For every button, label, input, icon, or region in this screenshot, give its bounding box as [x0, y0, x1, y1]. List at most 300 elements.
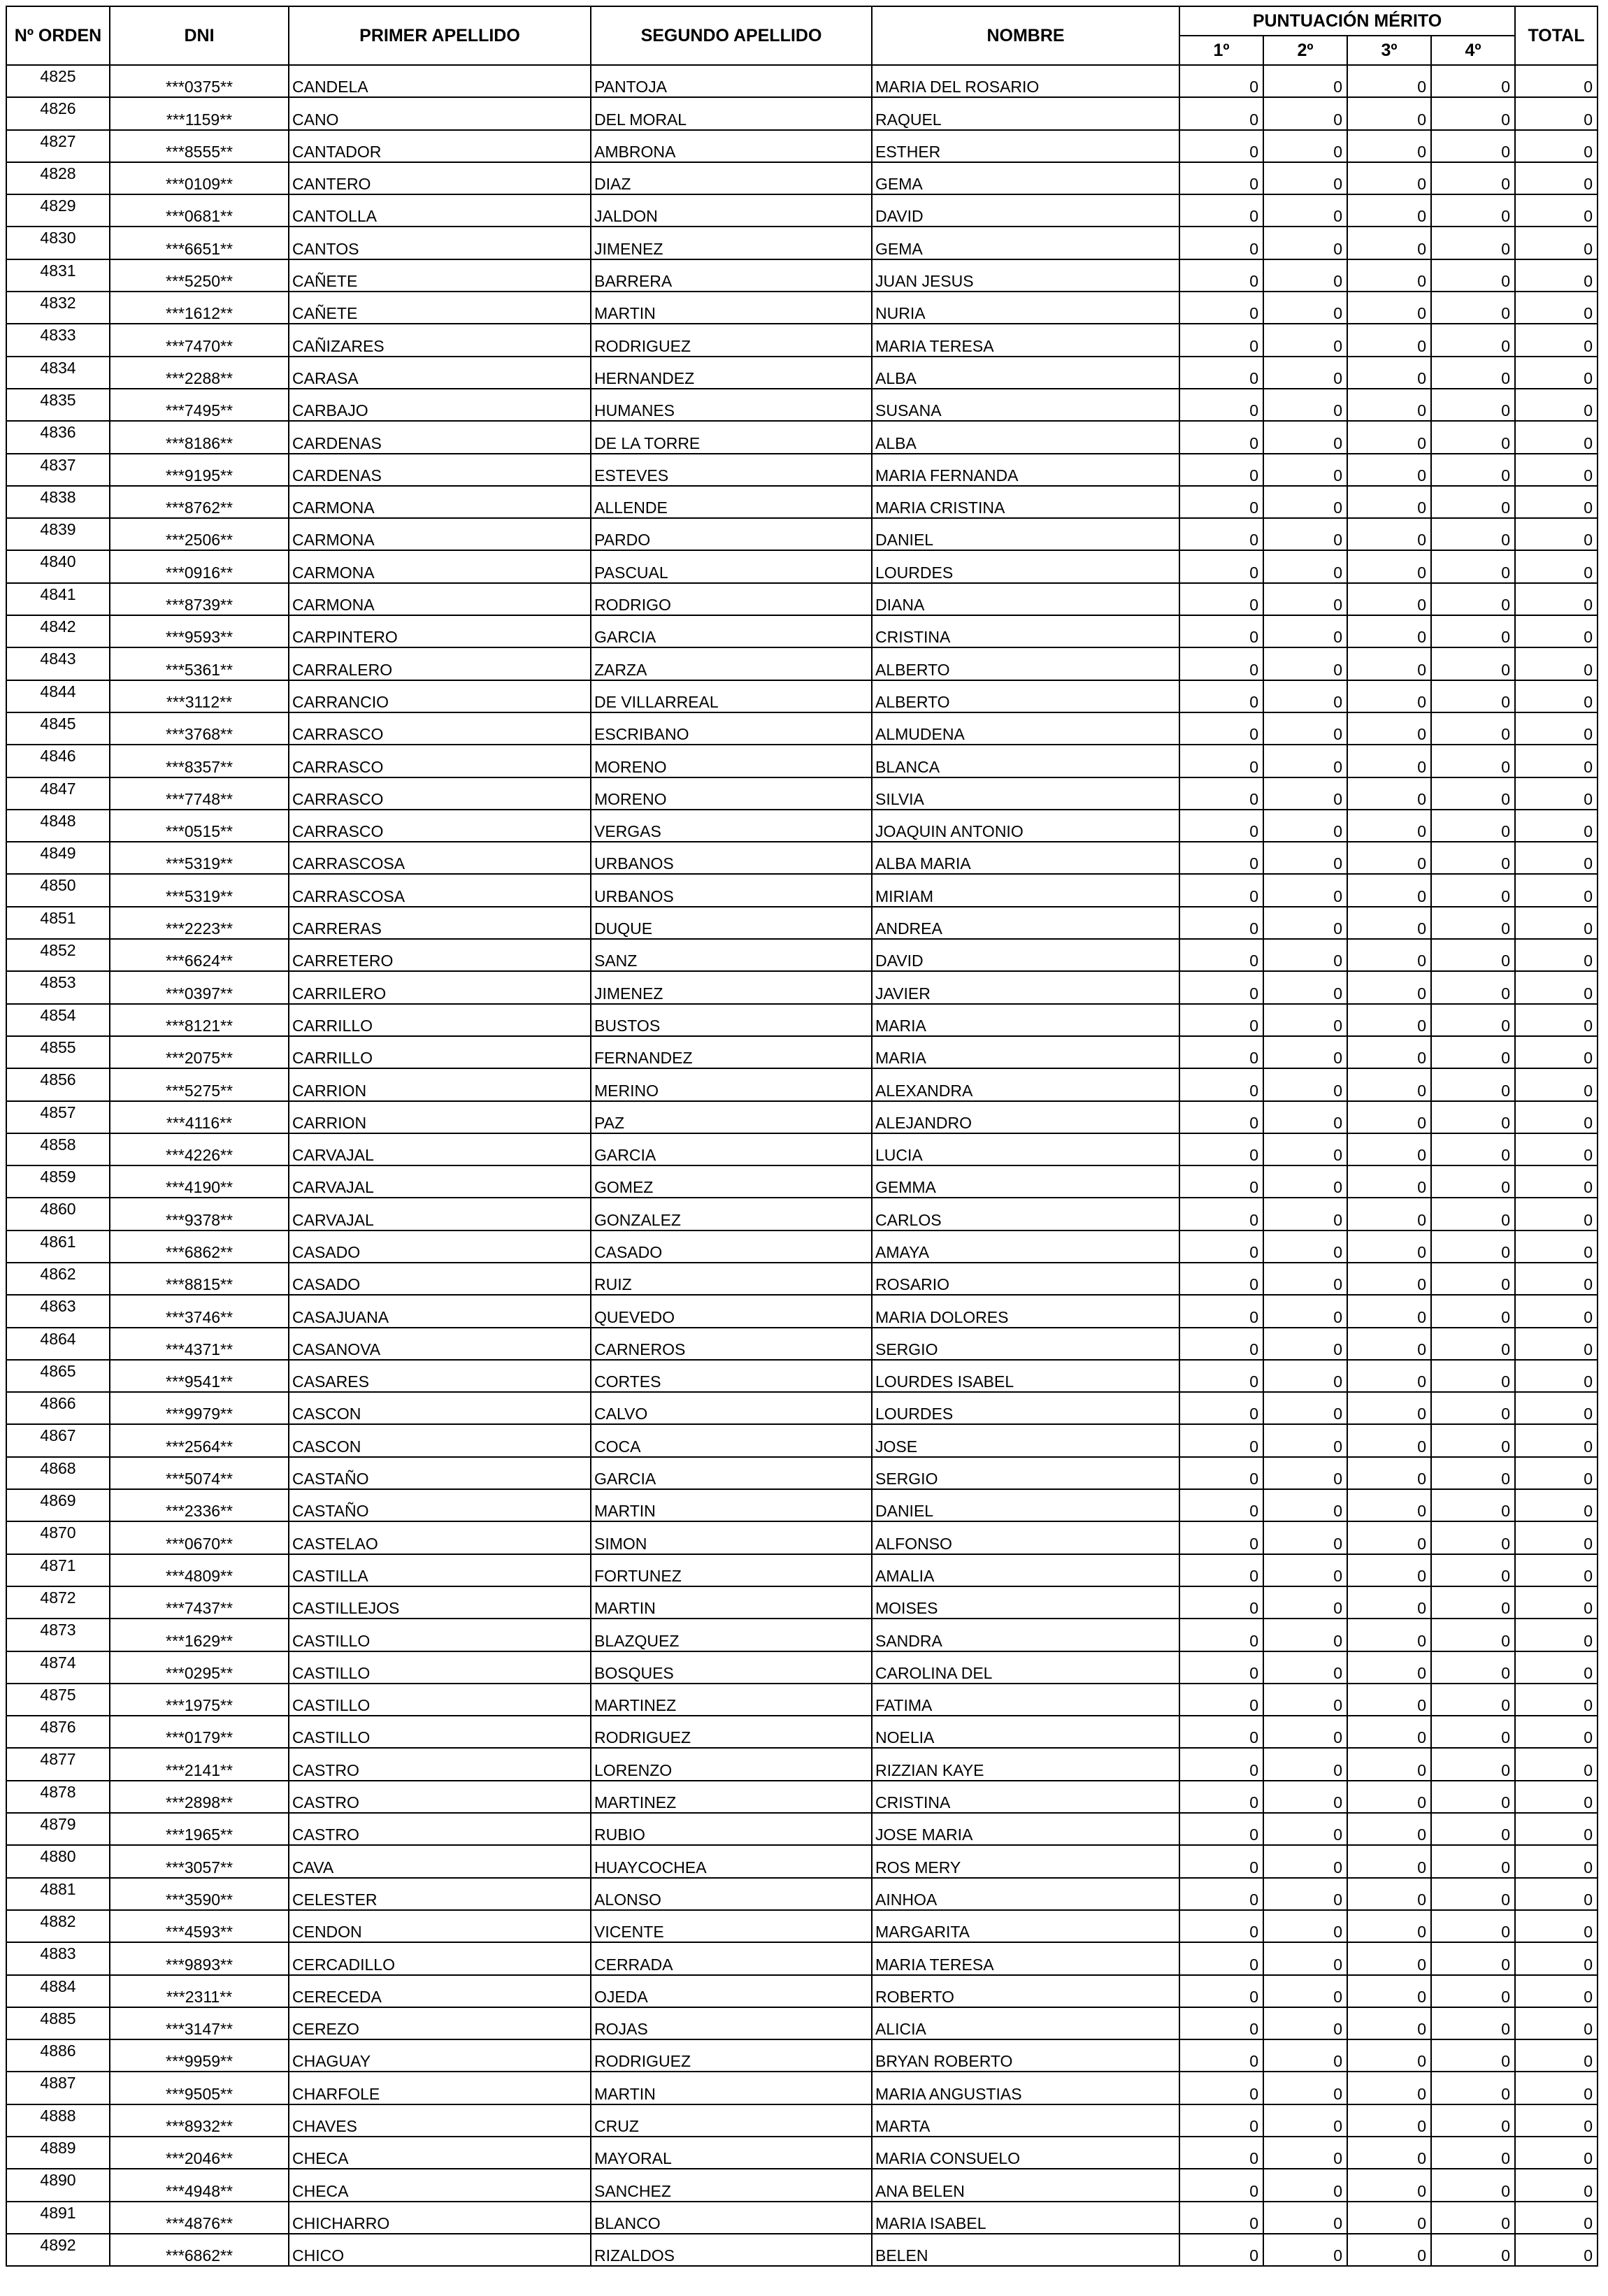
cell-p4: 0 — [1431, 745, 1515, 777]
cell-p4: 0 — [1431, 907, 1515, 939]
cell-orden: 4846 — [6, 745, 110, 777]
cell-total: 0 — [1515, 550, 1598, 582]
cell-orden: 4867 — [6, 1424, 110, 1456]
cell-p3: 0 — [1347, 2007, 1431, 2039]
cell-orden: 4858 — [6, 1133, 110, 1165]
table-row — [6, 1101, 1598, 1133]
cell-dni: ***2075** — [110, 1036, 289, 1068]
cell-primer-apellido: CHAGUAY — [289, 2039, 591, 2072]
cell-primer-apellido: CHECA — [289, 2169, 591, 2201]
cell-orden: 4889 — [6, 2137, 110, 2169]
cell-dni: ***5361** — [110, 647, 289, 680]
cell-total: 0 — [1515, 97, 1598, 129]
cell-primer-apellido: CARRASCOSA — [289, 842, 591, 874]
cell-p4: 0 — [1431, 1619, 1515, 1651]
cell-orden: 4854 — [6, 1004, 110, 1036]
cell-nombre: ANDREA — [872, 907, 1179, 939]
cell-p3: 0 — [1347, 810, 1431, 842]
cell-total: 0 — [1515, 1716, 1598, 1748]
cell-p2: 0 — [1263, 1004, 1347, 1036]
cell-p3: 0 — [1347, 1586, 1431, 1619]
cell-nombre: MARIA — [872, 1036, 1179, 1068]
cell-p1: 0 — [1179, 1392, 1263, 1424]
table-row — [6, 1328, 1598, 1360]
cell-total: 0 — [1515, 2202, 1598, 2234]
cell-segundo-apellido: VICENTE — [591, 1910, 872, 1942]
cell-total: 0 — [1515, 1360, 1598, 1392]
table-row — [6, 2234, 1598, 2266]
cell-p2: 0 — [1263, 1295, 1347, 1327]
cell-p3: 0 — [1347, 745, 1431, 777]
cell-primer-apellido: CASTILLO — [289, 1619, 591, 1651]
cell-total: 0 — [1515, 615, 1598, 647]
cell-dni: ***7495** — [110, 389, 289, 421]
cell-p1: 0 — [1179, 292, 1263, 324]
cell-segundo-apellido: AMBRONA — [591, 130, 872, 162]
cell-p2: 0 — [1263, 1263, 1347, 1295]
cell-primer-apellido: CARASA — [289, 357, 591, 389]
cell-p2: 0 — [1263, 1198, 1347, 1230]
table-row — [6, 1004, 1598, 1036]
cell-p4: 0 — [1431, 1068, 1515, 1100]
cell-p4: 0 — [1431, 1554, 1515, 1586]
cell-segundo-apellido: ZARZA — [591, 647, 872, 680]
cell-p4: 0 — [1431, 194, 1515, 227]
cell-p2: 0 — [1263, 1716, 1347, 1748]
cell-primer-apellido: CARRETERO — [289, 939, 591, 971]
cell-p4: 0 — [1431, 454, 1515, 486]
cell-primer-apellido: CARDENAS — [289, 421, 591, 453]
cell-dni: ***2223** — [110, 907, 289, 939]
cell-nombre: ALBA — [872, 421, 1179, 453]
header-p2: 2º — [1263, 36, 1347, 65]
cell-p2: 0 — [1263, 1424, 1347, 1456]
cell-dni: ***8932** — [110, 2104, 289, 2137]
cell-nombre: LOURDES ISABEL — [872, 1360, 1179, 1392]
cell-dni: ***3112** — [110, 680, 289, 712]
cell-dni: ***1975** — [110, 1684, 289, 1716]
cell-dni: ***9893** — [110, 1942, 289, 1974]
cell-orden: 4828 — [6, 162, 110, 194]
cell-orden: 4879 — [6, 1813, 110, 1845]
cell-orden: 4859 — [6, 1165, 110, 1198]
cell-p4: 0 — [1431, 647, 1515, 680]
cell-segundo-apellido: FERNANDEZ — [591, 1036, 872, 1068]
cell-nombre: MARIA TERESA — [872, 1942, 1179, 1974]
cell-total: 0 — [1515, 1295, 1598, 1327]
cell-primer-apellido: CARPINTERO — [289, 615, 591, 647]
cell-p2: 0 — [1263, 2072, 1347, 2104]
cell-p1: 0 — [1179, 1942, 1263, 1974]
cell-p1: 0 — [1179, 2072, 1263, 2104]
cell-p3: 0 — [1347, 615, 1431, 647]
cell-primer-apellido: CASTAÑO — [289, 1457, 591, 1489]
cell-primer-apellido: CASTRO — [289, 1748, 591, 1780]
cell-total: 0 — [1515, 162, 1598, 194]
cell-dni: ***7748** — [110, 777, 289, 810]
cell-p2: 0 — [1263, 1392, 1347, 1424]
cell-primer-apellido: CHAVES — [289, 2104, 591, 2137]
cell-segundo-apellido: RODRIGUEZ — [591, 324, 872, 356]
cell-p1: 0 — [1179, 1295, 1263, 1327]
cell-p4: 0 — [1431, 1942, 1515, 1974]
cell-p1: 0 — [1179, 1101, 1263, 1133]
table-row — [6, 907, 1598, 939]
cell-p2: 0 — [1263, 1036, 1347, 1068]
cell-total: 0 — [1515, 842, 1598, 874]
cell-orden: 4876 — [6, 1716, 110, 1748]
cell-nombre: MARIA FERNANDA — [872, 454, 1179, 486]
cell-p4: 0 — [1431, 259, 1515, 292]
cell-segundo-apellido: BLANCO — [591, 2202, 872, 2234]
cell-segundo-apellido: CERRADA — [591, 1942, 872, 1974]
cell-p2: 0 — [1263, 1878, 1347, 1910]
table-row — [6, 1878, 1598, 1910]
cell-p1: 0 — [1179, 2202, 1263, 2234]
cell-p2: 0 — [1263, 2039, 1347, 2072]
cell-segundo-apellido: MAYORAL — [591, 2137, 872, 2169]
cell-p2: 0 — [1263, 1845, 1347, 1877]
cell-p4: 0 — [1431, 971, 1515, 1003]
cell-p4: 0 — [1431, 842, 1515, 874]
cell-dni: ***0681** — [110, 194, 289, 227]
cell-orden: 4875 — [6, 1684, 110, 1716]
cell-nombre: ALBERTO — [872, 647, 1179, 680]
cell-orden: 4870 — [6, 1521, 110, 1554]
cell-p3: 0 — [1347, 1910, 1431, 1942]
cell-orden: 4885 — [6, 2007, 110, 2039]
cell-p3: 0 — [1347, 1036, 1431, 1068]
cell-nombre: MARIA CONSUELO — [872, 2137, 1179, 2169]
cell-nombre: MIRIAM — [872, 874, 1179, 906]
cell-dni: ***4371** — [110, 1328, 289, 1360]
cell-nombre: DANIEL — [872, 1489, 1179, 1521]
table-row — [6, 65, 1598, 97]
cell-p2: 0 — [1263, 1813, 1347, 1845]
cell-segundo-apellido: RODRIGO — [591, 583, 872, 615]
cell-dni: ***9378** — [110, 1198, 289, 1230]
cell-orden: 4829 — [6, 194, 110, 227]
table-row — [6, 518, 1598, 550]
cell-p1: 0 — [1179, 97, 1263, 129]
cell-total: 0 — [1515, 2072, 1598, 2104]
cell-nombre: SILVIA — [872, 777, 1179, 810]
cell-total: 0 — [1515, 810, 1598, 842]
cell-p2: 0 — [1263, 680, 1347, 712]
cell-p1: 0 — [1179, 615, 1263, 647]
table-row — [6, 2202, 1598, 2234]
cell-dni: ***2046** — [110, 2137, 289, 2169]
cell-orden: 4884 — [6, 1975, 110, 2007]
cell-segundo-apellido: RODRIGUEZ — [591, 2039, 872, 2072]
cell-primer-apellido: CHECA — [289, 2137, 591, 2169]
cell-p3: 0 — [1347, 939, 1431, 971]
table-row — [6, 259, 1598, 292]
cell-p4: 0 — [1431, 777, 1515, 810]
cell-p1: 0 — [1179, 2039, 1263, 2072]
cell-primer-apellido: CARMONA — [289, 518, 591, 550]
cell-primer-apellido: CARRILLO — [289, 1036, 591, 1068]
cell-dni: ***2506** — [110, 518, 289, 550]
cell-segundo-apellido: CARNEROS — [591, 1328, 872, 1360]
cell-p3: 0 — [1347, 1133, 1431, 1165]
cell-segundo-apellido: URBANOS — [591, 842, 872, 874]
cell-primer-apellido: CARRASCO — [289, 745, 591, 777]
cell-orden: 4852 — [6, 939, 110, 971]
cell-p4: 0 — [1431, 1392, 1515, 1424]
cell-primer-apellido: CARVAJAL — [289, 1198, 591, 1230]
cell-p1: 0 — [1179, 518, 1263, 550]
cell-primer-apellido: CASTELAO — [289, 1521, 591, 1554]
cell-p2: 0 — [1263, 324, 1347, 356]
cell-p2: 0 — [1263, 1651, 1347, 1684]
cell-dni: ***8555** — [110, 130, 289, 162]
cell-p1: 0 — [1179, 1619, 1263, 1651]
cell-p1: 0 — [1179, 1845, 1263, 1877]
cell-segundo-apellido: ESTEVES — [591, 454, 872, 486]
table-row — [6, 2007, 1598, 2039]
cell-p1: 0 — [1179, 2137, 1263, 2169]
cell-p2: 0 — [1263, 712, 1347, 745]
cell-segundo-apellido: DE LA TORRE — [591, 421, 872, 453]
cell-p3: 0 — [1347, 1521, 1431, 1554]
cell-p4: 0 — [1431, 1716, 1515, 1748]
cell-p3: 0 — [1347, 1004, 1431, 1036]
cell-p4: 0 — [1431, 1975, 1515, 2007]
header-p1: 1º — [1179, 36, 1263, 65]
cell-p1: 0 — [1179, 1004, 1263, 1036]
cell-p3: 0 — [1347, 1554, 1431, 1586]
cell-nombre: MARIA CRISTINA — [872, 486, 1179, 518]
cell-nombre: JOAQUIN ANTONIO — [872, 810, 1179, 842]
cell-p3: 0 — [1347, 1101, 1431, 1133]
table-row — [6, 647, 1598, 680]
cell-p3: 0 — [1347, 1975, 1431, 2007]
table-row — [6, 1165, 1598, 1198]
cell-dni: ***9541** — [110, 1360, 289, 1392]
cell-orden: 4843 — [6, 647, 110, 680]
cell-dni: ***8739** — [110, 583, 289, 615]
cell-nombre: RAQUEL — [872, 97, 1179, 129]
cell-p4: 0 — [1431, 1198, 1515, 1230]
table-row — [6, 1619, 1598, 1651]
table-row — [6, 1036, 1598, 1068]
cell-p1: 0 — [1179, 939, 1263, 971]
cell-nombre: MARIA DOLORES — [872, 1295, 1179, 1327]
cell-p4: 0 — [1431, 2007, 1515, 2039]
cell-total: 0 — [1515, 1263, 1598, 1295]
cell-orden: 4847 — [6, 777, 110, 810]
cell-p1: 0 — [1179, 65, 1263, 97]
table-row — [6, 1684, 1598, 1716]
cell-primer-apellido: CANTOLLA — [289, 194, 591, 227]
cell-p4: 0 — [1431, 680, 1515, 712]
cell-segundo-apellido: MARTIN — [591, 2072, 872, 2104]
cell-p1: 0 — [1179, 777, 1263, 810]
cell-total: 0 — [1515, 1748, 1598, 1780]
cell-nombre: CARLOS — [872, 1198, 1179, 1230]
table-row — [6, 130, 1598, 162]
cell-nombre: BLANCA — [872, 745, 1179, 777]
cell-segundo-apellido: LORENZO — [591, 1748, 872, 1780]
cell-primer-apellido: CASAJUANA — [289, 1295, 591, 1327]
table-row — [6, 1781, 1598, 1813]
cell-p3: 0 — [1347, 1651, 1431, 1684]
cell-primer-apellido: CANTADOR — [289, 130, 591, 162]
cell-primer-apellido: CARRASCO — [289, 810, 591, 842]
cell-p1: 0 — [1179, 1263, 1263, 1295]
cell-dni: ***2898** — [110, 1781, 289, 1813]
cell-segundo-apellido: OJEDA — [591, 1975, 872, 2007]
cell-p3: 0 — [1347, 1619, 1431, 1651]
cell-p3: 0 — [1347, 1424, 1431, 1456]
cell-primer-apellido: CARMONA — [289, 486, 591, 518]
cell-segundo-apellido: MORENO — [591, 745, 872, 777]
cell-p2: 0 — [1263, 2007, 1347, 2039]
cell-segundo-apellido: GONZALEZ — [591, 1198, 872, 1230]
cell-nombre: SERGIO — [872, 1328, 1179, 1360]
cell-p1: 0 — [1179, 2234, 1263, 2266]
cell-dni: ***8121** — [110, 1004, 289, 1036]
cell-primer-apellido: CASCON — [289, 1424, 591, 1456]
cell-p1: 0 — [1179, 1036, 1263, 1068]
cell-segundo-apellido: SIMON — [591, 1521, 872, 1554]
cell-p4: 0 — [1431, 550, 1515, 582]
cell-total: 0 — [1515, 1165, 1598, 1198]
cell-p4: 0 — [1431, 1457, 1515, 1489]
cell-dni: ***4948** — [110, 2169, 289, 2201]
cell-dni: ***2288** — [110, 357, 289, 389]
cell-dni: ***8186** — [110, 421, 289, 453]
cell-orden: 4881 — [6, 1878, 110, 1910]
cell-dni: ***3057** — [110, 1845, 289, 1877]
cell-p4: 0 — [1431, 810, 1515, 842]
cell-p2: 0 — [1263, 389, 1347, 421]
cell-p1: 0 — [1179, 389, 1263, 421]
cell-nombre: ALFONSO — [872, 1521, 1179, 1554]
header-primer-apellido: PRIMER APELLIDO — [289, 6, 591, 65]
cell-orden: 4866 — [6, 1392, 110, 1424]
cell-primer-apellido: CAÑIZARES — [289, 324, 591, 356]
cell-dni: ***4226** — [110, 1133, 289, 1165]
table-row — [6, 1521, 1598, 1554]
cell-total: 0 — [1515, 1036, 1598, 1068]
cell-p4: 0 — [1431, 2072, 1515, 2104]
cell-p1: 0 — [1179, 1975, 1263, 2007]
cell-nombre: BRYAN ROBERTO — [872, 2039, 1179, 2072]
cell-nombre: GEMA — [872, 227, 1179, 259]
cell-dni: ***9979** — [110, 1392, 289, 1424]
cell-dni: ***0109** — [110, 162, 289, 194]
cell-p1: 0 — [1179, 1198, 1263, 1230]
cell-segundo-apellido: GOMEZ — [591, 1165, 872, 1198]
cell-total: 0 — [1515, 1845, 1598, 1877]
cell-nombre: ESTHER — [872, 130, 1179, 162]
cell-p3: 0 — [1347, 550, 1431, 582]
cell-dni: ***6624** — [110, 939, 289, 971]
cell-p3: 0 — [1347, 1230, 1431, 1263]
cell-segundo-apellido: PARDO — [591, 518, 872, 550]
cell-p4: 0 — [1431, 162, 1515, 194]
cell-p4: 0 — [1431, 2039, 1515, 2072]
cell-p3: 0 — [1347, 162, 1431, 194]
cell-p3: 0 — [1347, 1457, 1431, 1489]
cell-segundo-apellido: GARCIA — [591, 1457, 872, 1489]
cell-segundo-apellido: BARRERA — [591, 259, 872, 292]
cell-segundo-apellido: RODRIGUEZ — [591, 1716, 872, 1748]
table-row — [6, 842, 1598, 874]
cell-p1: 0 — [1179, 1748, 1263, 1780]
table-row — [6, 2039, 1598, 2072]
table-row — [6, 2137, 1598, 2169]
cell-orden: 4892 — [6, 2234, 110, 2266]
cell-segundo-apellido: MARTIN — [591, 1489, 872, 1521]
cell-p3: 0 — [1347, 1781, 1431, 1813]
cell-nombre: CRISTINA — [872, 615, 1179, 647]
cell-p4: 0 — [1431, 1101, 1515, 1133]
cell-dni: ***9593** — [110, 615, 289, 647]
table-row — [6, 1942, 1598, 1974]
cell-p3: 0 — [1347, 907, 1431, 939]
cell-p2: 0 — [1263, 1133, 1347, 1165]
cell-dni: ***5250** — [110, 259, 289, 292]
cell-total: 0 — [1515, 1781, 1598, 1813]
cell-primer-apellido: CASTAÑO — [289, 1489, 591, 1521]
cell-p2: 0 — [1263, 357, 1347, 389]
cell-p1: 0 — [1179, 583, 1263, 615]
cell-p3: 0 — [1347, 259, 1431, 292]
cell-p1: 0 — [1179, 1651, 1263, 1684]
cell-p1: 0 — [1179, 1781, 1263, 1813]
cell-dni: ***4116** — [110, 1101, 289, 1133]
cell-segundo-apellido: CRUZ — [591, 2104, 872, 2137]
cell-total: 0 — [1515, 1975, 1598, 2007]
cell-primer-apellido: CARBAJO — [289, 389, 591, 421]
table-row — [6, 324, 1598, 356]
cell-total: 0 — [1515, 1878, 1598, 1910]
cell-p2: 0 — [1263, 874, 1347, 906]
cell-primer-apellido: CASTILLO — [289, 1716, 591, 1748]
cell-orden: 4882 — [6, 1910, 110, 1942]
cell-p4: 0 — [1431, 292, 1515, 324]
cell-total: 0 — [1515, 1521, 1598, 1554]
cell-dni: ***0515** — [110, 810, 289, 842]
cell-primer-apellido: CASTILLO — [289, 1684, 591, 1716]
cell-p4: 0 — [1431, 486, 1515, 518]
cell-p4: 0 — [1431, 583, 1515, 615]
cell-p4: 0 — [1431, 1360, 1515, 1392]
cell-p1: 0 — [1179, 1878, 1263, 1910]
cell-p1: 0 — [1179, 162, 1263, 194]
cell-p1: 0 — [1179, 1554, 1263, 1586]
cell-p2: 0 — [1263, 1684, 1347, 1716]
cell-total: 0 — [1515, 1910, 1598, 1942]
cell-nombre: DAVID — [872, 194, 1179, 227]
cell-total: 0 — [1515, 1942, 1598, 1974]
cell-p3: 0 — [1347, 1198, 1431, 1230]
cell-total: 0 — [1515, 2137, 1598, 2169]
cell-segundo-apellido: DEL MORAL — [591, 97, 872, 129]
cell-orden: 4845 — [6, 712, 110, 745]
cell-orden: 4837 — [6, 454, 110, 486]
cell-nombre: SANDRA — [872, 1619, 1179, 1651]
header-orden: Nº ORDEN — [6, 6, 110, 65]
cell-p1: 0 — [1179, 486, 1263, 518]
cell-p2: 0 — [1263, 421, 1347, 453]
cell-p1: 0 — [1179, 550, 1263, 582]
cell-total: 0 — [1515, 907, 1598, 939]
cell-dni: ***7470** — [110, 324, 289, 356]
